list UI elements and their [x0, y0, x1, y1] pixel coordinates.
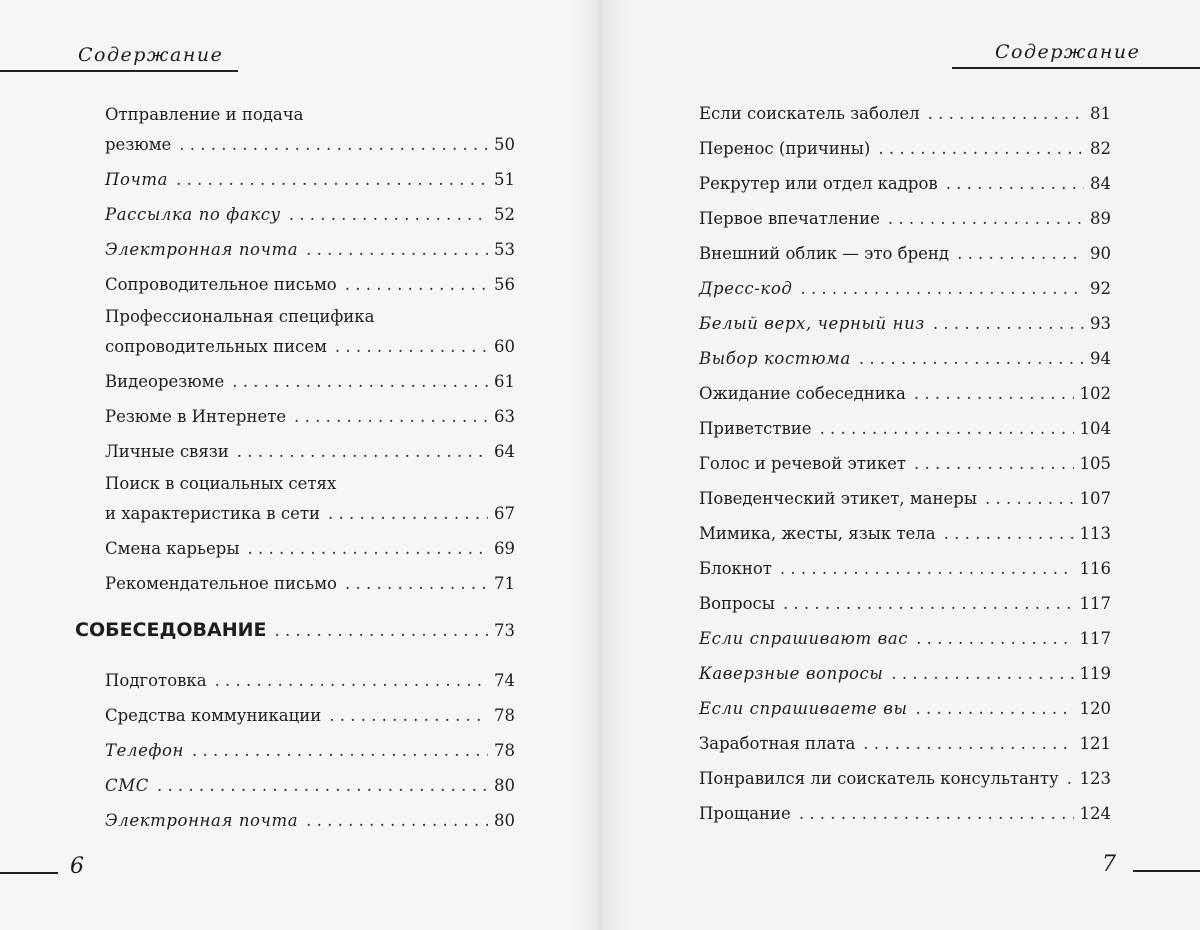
leader-dots: [179, 127, 488, 162]
page-number: 7: [1102, 852, 1116, 877]
toc-entry-title-line1: Отправление и подача: [105, 105, 304, 124]
toc-entry-page: 51: [494, 170, 515, 189]
toc-entry[interactable]: [105, 197, 515, 232]
toc-entry[interactable]: [105, 304, 515, 364]
toc-entry-page: 63: [494, 407, 515, 426]
toc-entry-page: 84: [1090, 174, 1111, 193]
leader-dots: [176, 162, 488, 197]
toc-entry[interactable]: [105, 663, 515, 698]
toc-entry-title: СМС: [105, 776, 149, 795]
toc-entry[interactable]: [699, 726, 1111, 761]
toc-entry[interactable]: [105, 434, 515, 469]
leader-dots: [232, 364, 488, 399]
toc-entry-title: Рекомендательное письмо: [105, 574, 337, 593]
leader-dots: [780, 551, 1074, 586]
toc-entry[interactable]: [699, 236, 1111, 271]
toc-entry[interactable]: [699, 131, 1111, 166]
toc-entry-page: 64: [494, 442, 515, 461]
toc-entry[interactable]: [105, 162, 515, 197]
leader-dots: [783, 586, 1074, 621]
toc-entry[interactable]: [699, 691, 1111, 726]
toc-entry[interactable]: [699, 271, 1111, 306]
toc-section-title: СОБЕСЕДОВАНИЕ: [75, 619, 267, 641]
toc-entry-title: Вопросы: [699, 594, 775, 613]
leader-dots: [294, 399, 488, 434]
toc-entry[interactable]: [105, 102, 515, 162]
toc-list: [75, 100, 515, 838]
leader-dots: [928, 96, 1084, 131]
toc-entry[interactable]: [699, 166, 1111, 201]
toc-entry-page: 120: [1079, 699, 1111, 718]
toc-entry-title: Если спрашиваете вы: [699, 699, 908, 718]
toc-entry-page: 71: [494, 574, 515, 593]
leader-dots: [820, 411, 1074, 446]
leader-dots: [946, 166, 1084, 201]
toc-entry-page: 102: [1079, 384, 1111, 403]
toc-entry-title: Перенос (причины): [699, 139, 871, 158]
toc-entry-title: Белый верх, черный низ: [699, 314, 925, 333]
toc-entry-page: 104: [1079, 419, 1111, 438]
toc-entry-title: Рассылка по факсу: [105, 205, 281, 224]
toc-entry-page: 81: [1090, 104, 1111, 123]
toc-entry-title: сопроводительных писем: [105, 337, 327, 356]
toc-entry-page: 78: [494, 706, 515, 725]
toc-entry[interactable]: [105, 471, 515, 531]
leader-dots: [237, 434, 488, 469]
toc-entry-title: Смена карьеры: [105, 539, 240, 558]
toc-entry-page: 107: [1079, 489, 1111, 508]
toc-entry-title: Первое впечатление: [699, 209, 880, 228]
toc-entry[interactable]: [105, 733, 515, 768]
toc-entry[interactable]: [699, 411, 1111, 446]
toc-entry-title: Личные связи: [105, 442, 229, 461]
leader-dots: [345, 267, 488, 302]
toc-entry-page: 117: [1079, 629, 1111, 648]
toc-entry[interactable]: [699, 481, 1111, 516]
toc-entry-page: 80: [494, 776, 515, 795]
leader-dots: [891, 656, 1073, 691]
toc-entry-title: Понравился ли соискатель консультанту: [699, 769, 1059, 788]
header-rule: [952, 67, 1200, 69]
leader-dots: [957, 236, 1084, 271]
running-head: Содержание: [995, 41, 1141, 63]
leader-dots: [914, 446, 1073, 481]
leader-dots: [944, 516, 1074, 551]
toc-entry-page: 52: [494, 205, 515, 224]
toc-list: [699, 96, 1111, 831]
toc-entry-title: и характеристика в сети: [105, 504, 320, 523]
toc-entry-page: 121: [1079, 734, 1111, 753]
toc-entry-title: Внешний облик — это бренд: [699, 244, 950, 263]
toc-entry-title: Резюме в Интернете: [105, 407, 287, 426]
footer-rule: [0, 872, 58, 874]
leader-dots: [863, 726, 1073, 761]
leader-dots: [345, 566, 488, 601]
toc-entry[interactable]: [105, 399, 515, 434]
toc-entry[interactable]: [699, 201, 1111, 236]
toc-entry-title: Приветствие: [699, 419, 812, 438]
toc-entry-title: Голос и речевой этикет: [699, 454, 907, 473]
toc-entry-page: 117: [1079, 594, 1111, 613]
page-number: 6: [70, 854, 84, 879]
toc-entry-page: 73: [494, 621, 515, 640]
toc-entry[interactable]: [105, 803, 515, 838]
toc-entry-title: Телефон: [105, 741, 184, 760]
leader-dots: [800, 271, 1084, 306]
toc-entry-title: Рекрутер или отдел кадров: [699, 174, 938, 193]
toc-entry-page: 105: [1079, 454, 1111, 473]
toc-entry-page: 90: [1090, 244, 1111, 263]
toc-entry-title: Если соискатель заболел: [699, 104, 920, 123]
toc-entry-page: 67: [494, 504, 515, 523]
toc-entry-title: Сопроводительное письмо: [105, 275, 337, 294]
toc-entry-title: Подготовка: [105, 671, 207, 690]
leader-dots: [916, 621, 1073, 656]
toc-entry-title: Если спрашивают вас: [699, 629, 909, 648]
running-head: Содержание: [78, 44, 224, 66]
toc-entry-title: Почта: [105, 170, 169, 189]
toc-entry-title-line1: Поиск в социальных сетях: [105, 474, 337, 493]
leader-dots: [985, 481, 1074, 516]
toc-entry[interactable]: [105, 267, 515, 302]
right-page: [600, 0, 1200, 930]
toc-entry-title: Мимика, жесты, язык тела: [699, 524, 936, 543]
leader-dots: [916, 691, 1074, 726]
leader-dots: [306, 232, 488, 267]
leader-dots: [247, 531, 488, 566]
leader-dots: [888, 201, 1084, 236]
leader-dots: [933, 306, 1084, 341]
header-rule: [0, 70, 238, 72]
toc-entry[interactable]: [699, 96, 1111, 131]
toc-entry-page: 119: [1079, 664, 1111, 683]
toc-entry-page: 94: [1090, 349, 1111, 368]
toc-entry[interactable]: [699, 586, 1111, 621]
leader-dots: [192, 733, 488, 768]
leader-dots: [157, 768, 488, 803]
toc-entry-page: 92: [1090, 279, 1111, 298]
toc-entry-title: Выбор костюма: [699, 349, 851, 368]
toc-entry[interactable]: [699, 376, 1111, 411]
toc-entry[interactable]: [105, 531, 515, 566]
toc-entry-title: Электронная почта: [105, 240, 299, 259]
toc-entry-title: Прощание: [699, 804, 791, 823]
leader-dots: [878, 131, 1084, 166]
toc-entry-page: 82: [1090, 139, 1111, 158]
toc-entry-page: 53: [494, 240, 515, 259]
toc-entry-page: 93: [1090, 314, 1111, 333]
toc-entry-title: Каверзные вопросы: [699, 664, 884, 683]
toc-entry[interactable]: [699, 551, 1111, 586]
toc-entry-title: Ожидание собеседника: [699, 384, 906, 403]
toc-entry[interactable]: [699, 656, 1111, 691]
toc-entry-title: резюме: [105, 135, 172, 154]
toc-entry[interactable]: [699, 621, 1111, 656]
leader-dots: [335, 329, 488, 364]
leader-dots: [799, 796, 1074, 831]
toc-entry[interactable]: [699, 796, 1111, 831]
toc-entry-page: 80: [494, 811, 515, 830]
toc-entry[interactable]: [699, 306, 1111, 341]
toc-entry[interactable]: [105, 364, 515, 399]
toc-entry[interactable]: [699, 516, 1111, 551]
toc-entry[interactable]: [699, 446, 1111, 481]
toc-entry-page: 116: [1079, 559, 1111, 578]
leader-dots: [328, 496, 488, 531]
toc-entry-page: 89: [1090, 209, 1111, 228]
footer-rule: [1133, 870, 1200, 872]
leader-dots: [1067, 761, 1074, 796]
toc-entry-title: Средства коммуникации: [105, 706, 322, 725]
toc-entry-page: 61: [494, 372, 515, 391]
toc-entry-page: 124: [1079, 804, 1111, 823]
toc-entry-title: Видеорезюме: [105, 372, 225, 391]
leader-dots: [306, 803, 488, 838]
toc-entry-title: Заработная плата: [699, 734, 856, 753]
toc-section-entry[interactable]: [75, 613, 515, 663]
toc-entry[interactable]: [105, 232, 515, 267]
toc-entry-page: 60: [494, 337, 515, 356]
toc-entry-title: Поведенческий этикет, манеры: [699, 489, 977, 508]
toc-entry[interactable]: [699, 341, 1111, 376]
toc-entry-page: 74: [494, 671, 515, 690]
toc-entry-page: 113: [1079, 524, 1111, 543]
toc-entry-page: 50: [494, 135, 515, 154]
leader-dots: [289, 197, 488, 232]
toc-entry-title-line1: Профессиональная специфика: [105, 307, 375, 326]
toc-entry-title: Электронная почта: [105, 811, 299, 830]
toc-entry-page: 78: [494, 741, 515, 760]
leader-dots: [914, 376, 1074, 411]
toc-entry-page: 69: [494, 539, 515, 558]
leader-dots: [329, 698, 488, 733]
toc-entry[interactable]: [699, 761, 1111, 796]
toc-entry-page: 56: [494, 275, 515, 294]
toc-entry-title: Дресс-код: [699, 279, 793, 298]
toc-entry-page: 123: [1079, 769, 1111, 788]
leader-dots: [275, 613, 488, 648]
leader-dots: [215, 663, 488, 698]
leader-dots: [859, 341, 1084, 376]
toc-entry[interactable]: [105, 566, 515, 601]
toc-entry[interactable]: [105, 768, 515, 803]
toc-entry-title: Блокнот: [699, 559, 772, 578]
toc-entry[interactable]: [105, 698, 515, 733]
